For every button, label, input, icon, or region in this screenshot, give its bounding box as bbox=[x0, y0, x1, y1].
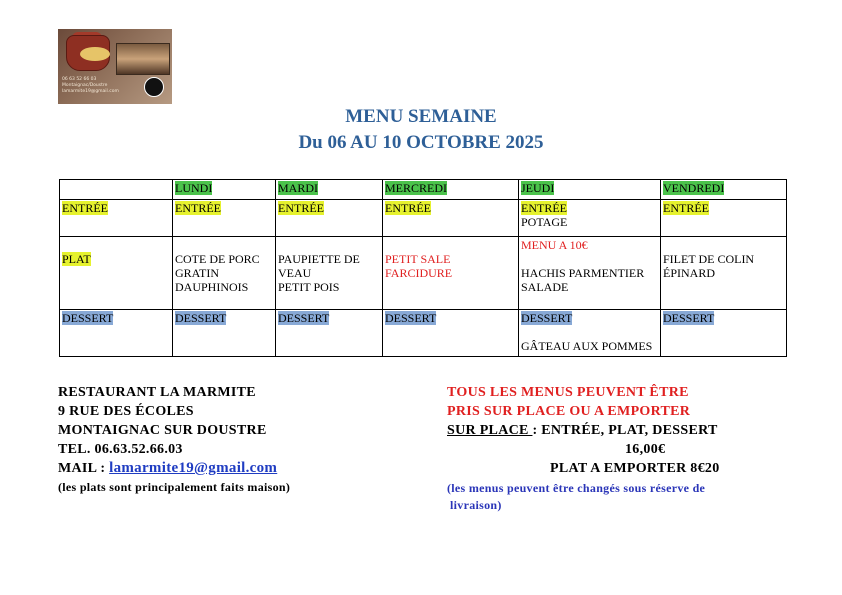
entree-row-label: ENTRÉE bbox=[60, 200, 173, 237]
sur-place-text: : ENTRÉE, PLAT, DESSERT bbox=[532, 423, 718, 438]
plat-row-label: PLAT bbox=[60, 237, 173, 310]
plat-cell bbox=[661, 237, 787, 310]
change-note-2: livraison) bbox=[450, 498, 502, 512]
day-cell bbox=[519, 180, 661, 200]
plat-dish-line: COTE DE PORC bbox=[175, 252, 260, 266]
logo-phone: 06 63 52 66 03 bbox=[62, 77, 97, 82]
weekly-menu-table bbox=[59, 179, 787, 357]
restaurant-city: MONTAIGNAC SUR DOUSTRE bbox=[58, 423, 267, 438]
logo-sign-icon bbox=[80, 47, 110, 61]
day-cell bbox=[276, 180, 383, 200]
day-cell bbox=[173, 180, 276, 200]
day-label: VENDREDI bbox=[663, 181, 725, 195]
plat-dish-line: PAUPIETTE DE bbox=[278, 252, 360, 266]
entree-cell: ENTRÉE bbox=[276, 200, 383, 237]
contact-block bbox=[58, 383, 290, 497]
plat-dish-line: FILET DE COLIN bbox=[663, 252, 755, 266]
plat-dish-line: ÉPINARD bbox=[663, 266, 716, 280]
day-cell bbox=[661, 180, 787, 200]
plat-dish-line: FARCIDURE bbox=[385, 266, 453, 280]
dessert-dish: GÂTEAU AUX POMMES bbox=[521, 339, 653, 353]
entree-dish: POTAGE bbox=[521, 215, 568, 229]
email-link[interactable]: lamarmite19@gmail.com bbox=[109, 460, 278, 476]
dessert-cell: DESSERT bbox=[661, 310, 787, 357]
menu-price-note: MENU A 10€ bbox=[521, 238, 588, 252]
logo-info bbox=[62, 77, 119, 95]
plat-cell bbox=[276, 237, 383, 310]
plat-cell bbox=[173, 237, 276, 310]
entree-cell: ENTRÉE bbox=[661, 200, 787, 237]
badge-icon bbox=[144, 77, 164, 97]
restaurant-photo bbox=[116, 43, 170, 75]
menu-info-block bbox=[447, 383, 777, 514]
restaurant-mail bbox=[58, 459, 290, 478]
emporter-price: PLAT A EMPORTER 8€20 bbox=[550, 461, 720, 476]
sur-place-price: 16,00€ bbox=[625, 442, 666, 457]
day-label: LUNDI bbox=[175, 181, 213, 195]
change-note-1: (les menus peuvent être changés sous réserve de bbox=[447, 481, 706, 495]
dessert-cell: DESSERT bbox=[173, 310, 276, 357]
sur-place-line bbox=[447, 421, 777, 440]
restaurant-address: 9 RUE DES ÉCOLES bbox=[58, 404, 194, 419]
header-empty-cell bbox=[60, 180, 173, 200]
logo-town: Montaignac/Doustre bbox=[62, 83, 108, 88]
entree-cell: ENTRÉE POTAGE bbox=[519, 200, 661, 237]
plat-cell bbox=[519, 237, 661, 310]
mail-label: MAIL : bbox=[58, 461, 110, 476]
dessert-cell: DESSERT bbox=[383, 310, 519, 357]
homemade-note: (les plats sont principalement faits maison) bbox=[58, 480, 291, 494]
plat-dish-line: PETIT POIS bbox=[278, 280, 340, 294]
table-row bbox=[60, 180, 787, 200]
table-row bbox=[60, 310, 787, 357]
plat-cell bbox=[383, 237, 519, 310]
plat-dish-line: GRATIN bbox=[175, 266, 219, 280]
info-line-2: PRIS SUR PLACE OU A EMPORTER bbox=[447, 404, 691, 419]
dessert-cell: DESSERT GÂTEAU AUX POMMES bbox=[519, 310, 661, 357]
day-label: JEUDI bbox=[521, 181, 555, 195]
day-label: MERCREDI bbox=[385, 181, 448, 195]
plat-dish-line: HACHIS PARMENTIER bbox=[521, 266, 645, 280]
plat-dish-line: SALADE bbox=[521, 280, 569, 294]
entree-cell: ENTRÉE bbox=[383, 200, 519, 237]
restaurant-name: RESTAURANT LA MARMITE bbox=[58, 385, 256, 400]
restaurant-logo bbox=[58, 29, 172, 104]
table-row bbox=[60, 200, 787, 237]
entree-cell: ENTRÉE bbox=[173, 200, 276, 237]
plat-dish-line: PETIT SALE bbox=[385, 252, 451, 266]
dessert-row-label: DESSERT bbox=[60, 310, 173, 357]
day-cell bbox=[383, 180, 519, 200]
plat-dish-line: VEAU bbox=[278, 266, 312, 280]
logo-email: lamarmite19@gmail.com bbox=[62, 89, 119, 94]
plat-dish-line: DAUPHINOIS bbox=[175, 280, 249, 294]
sur-place-label: SUR PLACE bbox=[447, 423, 533, 438]
info-line-1: TOUS LES MENUS PEUVENT ÊTRE bbox=[447, 385, 689, 400]
day-label: MARDI bbox=[278, 181, 319, 195]
restaurant-phone: TEL. 06.63.52.66.03 bbox=[58, 442, 183, 457]
page-title: MENU SEMAINE bbox=[345, 106, 497, 127]
table-row bbox=[60, 237, 787, 310]
page-subtitle-dates: Du 06 AU 10 OCTOBRE 2025 bbox=[298, 132, 544, 153]
dessert-cell: DESSERT bbox=[276, 310, 383, 357]
